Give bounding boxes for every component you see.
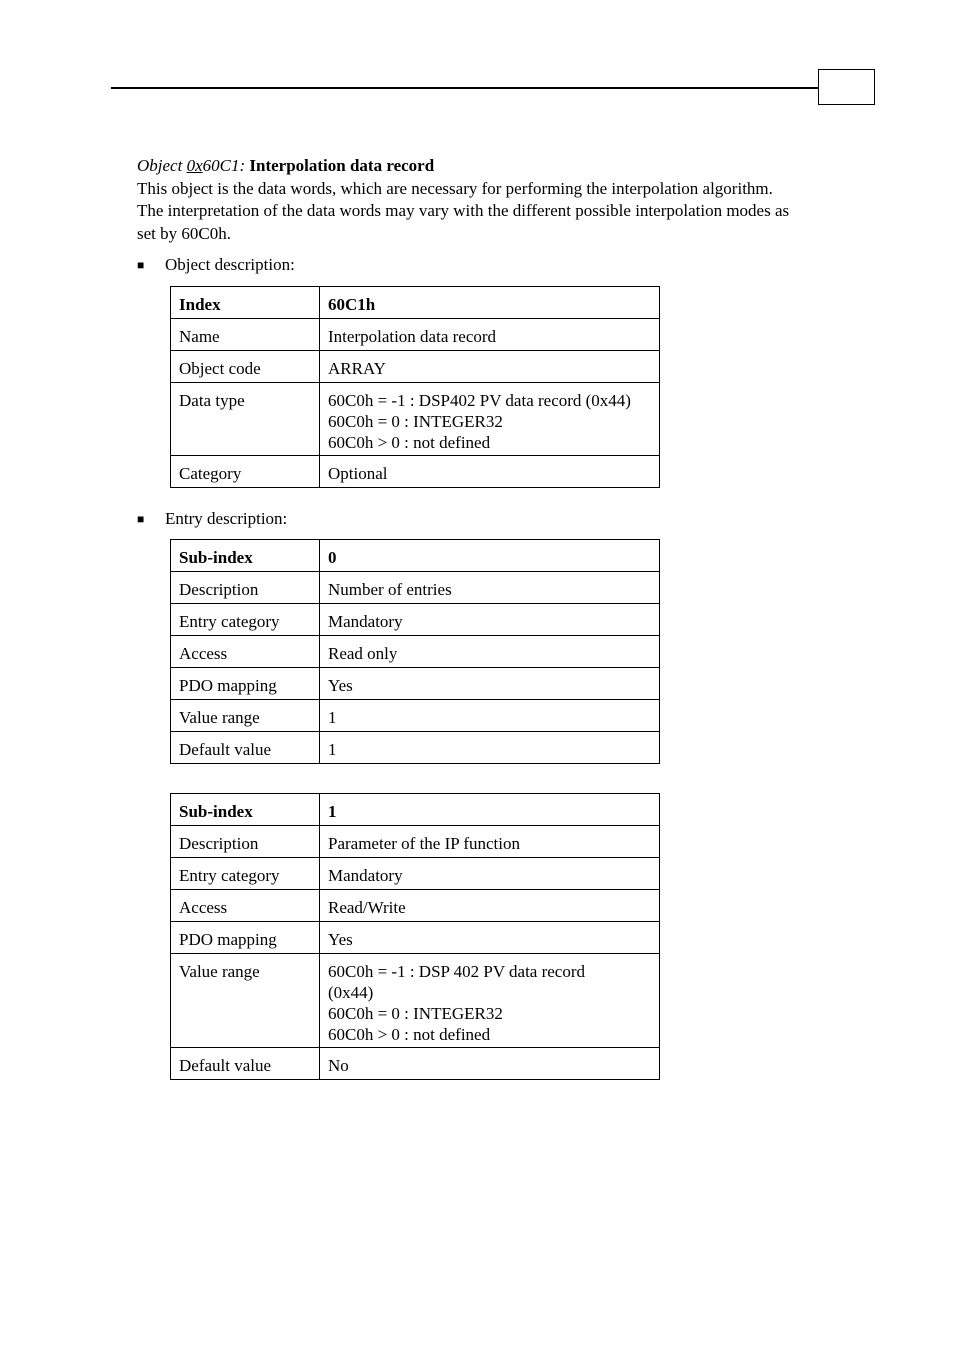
bullet-square-icon: ■ — [137, 258, 145, 272]
heading-prefix: Object — [137, 156, 187, 175]
table-row — [171, 826, 660, 858]
document-body — [137, 155, 797, 1080]
table-row — [171, 1048, 660, 1080]
object-description-table — [170, 286, 660, 488]
page-number-box — [818, 69, 875, 105]
table-row — [171, 318, 660, 350]
row-value: Parameter of the IP function — [320, 826, 660, 858]
row-key: Value range — [171, 954, 320, 1048]
heading-id: 60C1: — [202, 156, 246, 175]
row-value: Interpolation data record — [320, 318, 660, 350]
entry-description-bullet — [137, 508, 797, 531]
table-row — [171, 382, 660, 455]
bullet-square-icon: ■ — [137, 511, 145, 526]
row-key: Sub-index — [171, 794, 320, 826]
heading-hex: 0x — [186, 156, 203, 175]
table-row — [171, 890, 660, 922]
row-value: Optional — [320, 455, 660, 487]
row-key: Sub-index — [171, 540, 320, 572]
table-row — [171, 636, 660, 668]
row-key: Entry category — [171, 604, 320, 636]
entry-table-subindex-0 — [170, 539, 660, 764]
table-row — [171, 954, 660, 1048]
value-line: 60C0h = 0 : INTEGER32 — [328, 411, 503, 431]
object-description-bullet — [137, 254, 797, 277]
row-key: PDO mapping — [171, 922, 320, 954]
bullet-label: Object description: — [165, 255, 295, 274]
row-value: ARRAY — [320, 350, 660, 382]
table-row — [171, 858, 660, 890]
row-key: Default value — [171, 1048, 320, 1080]
row-value: 1 — [320, 700, 660, 732]
bullet-label: Entry description: — [165, 508, 288, 528]
table-row — [171, 540, 660, 572]
entry-table-subindex-1 — [170, 793, 660, 1080]
row-value: Mandatory — [320, 604, 660, 636]
value-line: (0x44) — [328, 983, 374, 1002]
table-row — [171, 922, 660, 954]
row-value: Read only — [320, 636, 660, 668]
row-key: Index — [171, 286, 320, 318]
table-row — [171, 700, 660, 732]
row-key: Category — [171, 455, 320, 487]
row-key: Data type — [171, 382, 320, 455]
row-value: Yes — [320, 922, 660, 954]
value-line: 60C0h = -1 : DSP 402 PV data record — [328, 962, 586, 981]
row-key: Description — [171, 826, 320, 858]
row-value — [320, 954, 660, 1048]
row-key: Access — [171, 636, 320, 668]
row-value: 1 — [320, 732, 660, 764]
row-key: Description — [171, 572, 320, 604]
row-value: Mandatory — [320, 858, 660, 890]
object-description: This object is the data words, which are necessary for performing the interpolation algorithm. The interpretation of the data words may vary with the different possible interpolation modes as set by 60C0h. — [137, 178, 790, 243]
table-row — [171, 604, 660, 636]
row-value: Number of entries — [320, 572, 660, 604]
table-row — [171, 732, 660, 764]
header-rule — [111, 87, 819, 89]
row-value: Yes — [320, 668, 660, 700]
table-row — [171, 668, 660, 700]
row-value: 60C1h — [320, 286, 660, 318]
table-row — [171, 286, 660, 318]
value-line: 60C0h > 0 : not defined — [328, 1025, 491, 1044]
object-heading — [137, 155, 797, 178]
row-key: Access — [171, 890, 320, 922]
row-key: Value range — [171, 700, 320, 732]
row-key: Entry category — [171, 858, 320, 890]
row-key: Object code — [171, 350, 320, 382]
table-row — [171, 455, 660, 487]
row-value: 0 — [320, 540, 660, 572]
row-value: Read/Write — [320, 890, 660, 922]
table-row — [171, 794, 660, 826]
heading-title: Interpolation data record — [245, 156, 435, 175]
row-value: 1 — [320, 794, 660, 826]
value-line: 60C0h > 0 : not defined — [328, 432, 491, 452]
table-row — [171, 350, 660, 382]
row-value — [320, 382, 660, 455]
row-key: PDO mapping — [171, 668, 320, 700]
value-line: 60C0h = 0 : INTEGER32 — [328, 1004, 503, 1023]
row-value: No — [320, 1048, 660, 1080]
row-key: Name — [171, 318, 320, 350]
row-key: Default value — [171, 732, 320, 764]
value-line: 60C0h = -1 : DSP402 PV data record (0x44) — [328, 390, 631, 410]
table-row — [171, 572, 660, 604]
